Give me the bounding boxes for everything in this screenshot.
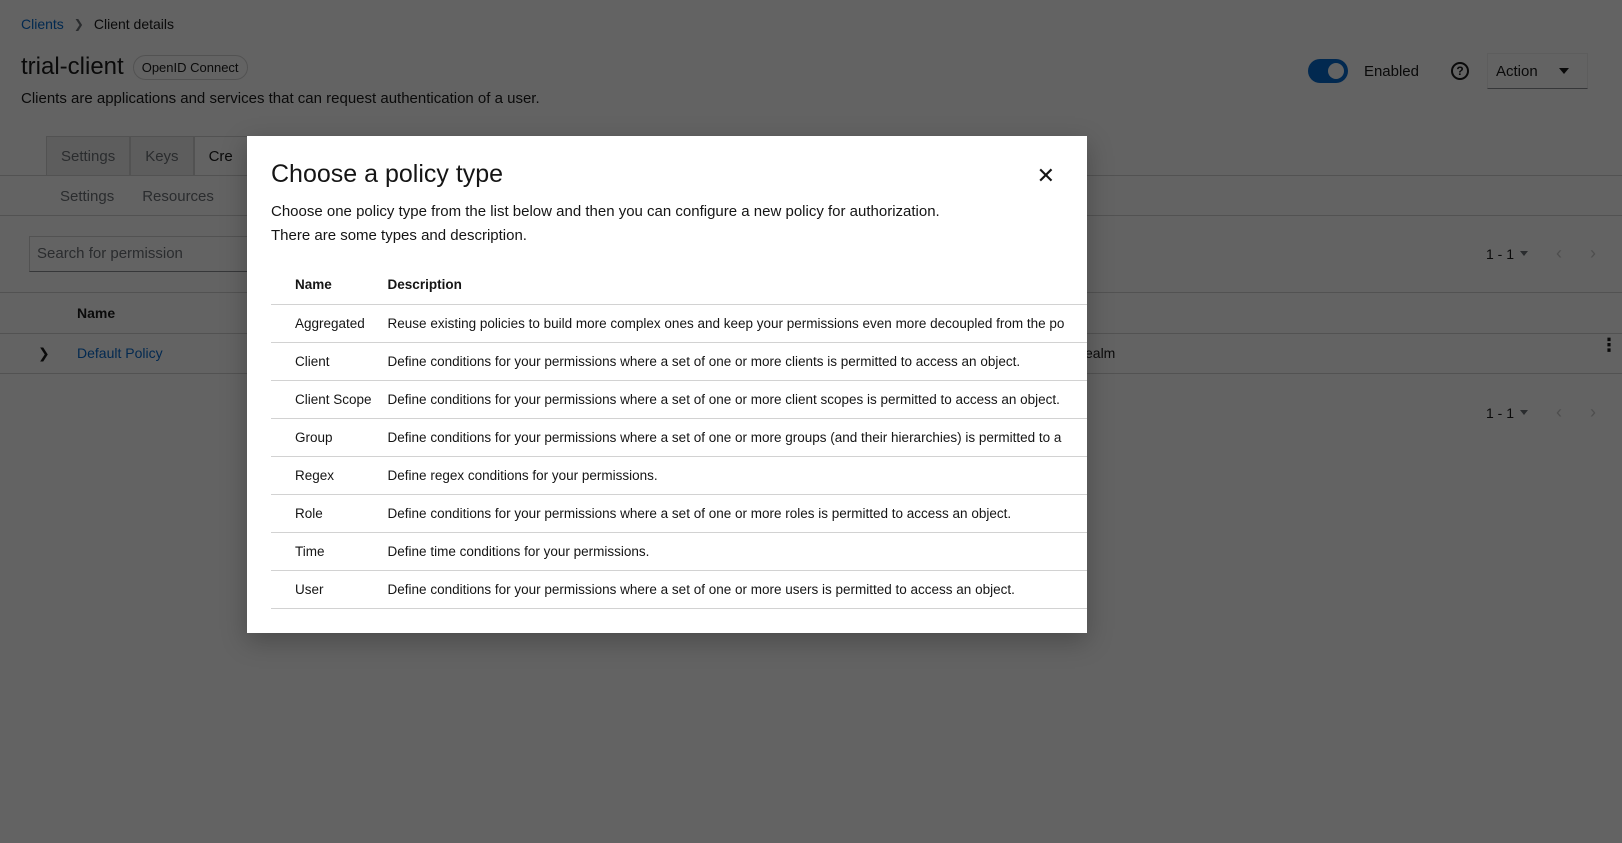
table-row[interactable] xyxy=(271,342,1087,380)
table-row[interactable] xyxy=(271,494,1087,532)
policy-type-name[interactable]: Client xyxy=(271,342,372,380)
choose-policy-type-modal xyxy=(247,136,1087,633)
policy-type-name[interactable]: Time xyxy=(271,532,372,570)
policy-type-description: Define regex conditions for your permissions. xyxy=(372,456,1087,494)
table-row[interactable] xyxy=(271,418,1087,456)
table-row[interactable] xyxy=(271,532,1087,570)
modal-description-line: There are some types and description. xyxy=(271,227,527,244)
table-header-row xyxy=(271,266,1087,304)
modal-title: Choose a policy type xyxy=(271,160,504,188)
policy-type-description: Reuse existing policies to build more complex ones and keep your permissions even more decoupled from the po xyxy=(372,304,1087,342)
column-header-name: Name xyxy=(271,266,372,304)
policy-type-name[interactable]: User xyxy=(271,570,372,608)
policy-type-table xyxy=(271,266,1087,609)
policy-type-description: Define conditions for your permissions where a set of one or more clients is permitted to access an object. xyxy=(372,342,1087,380)
policy-type-name[interactable]: Group xyxy=(271,418,372,456)
table-row[interactable] xyxy=(271,304,1087,342)
policy-type-description: Define time conditions for your permissions. xyxy=(372,532,1087,570)
close-icon[interactable]: ✕ xyxy=(1036,163,1055,188)
table-row[interactable] xyxy=(271,570,1087,608)
policy-type-description: Define conditions for your permissions where a set of one or more groups (and their hierarchies) is permitted to a xyxy=(372,418,1087,456)
policy-type-name[interactable]: Aggregated xyxy=(271,304,372,342)
modal-description-line: Choose one policy type from the list below and then you can configure a new policy for authorization. xyxy=(271,203,940,220)
policy-type-description: Define conditions for your permissions where a set of one or more client scopes is permitted to access an object. xyxy=(372,380,1087,418)
table-row[interactable] xyxy=(271,456,1087,494)
policy-type-description: Define conditions for your permissions where a set of one or more roles is permitted to access an object. xyxy=(372,494,1087,532)
column-header-description: Description xyxy=(372,266,1087,304)
policy-type-description: Define conditions for your permissions where a set of one or more users is permitted to access an object. xyxy=(372,570,1087,608)
policy-type-name[interactable]: Role xyxy=(271,494,372,532)
policy-type-name[interactable]: Client Scope xyxy=(271,380,372,418)
table-row[interactable] xyxy=(271,380,1087,418)
modal-description xyxy=(271,200,940,248)
policy-type-name[interactable]: Regex xyxy=(271,456,372,494)
